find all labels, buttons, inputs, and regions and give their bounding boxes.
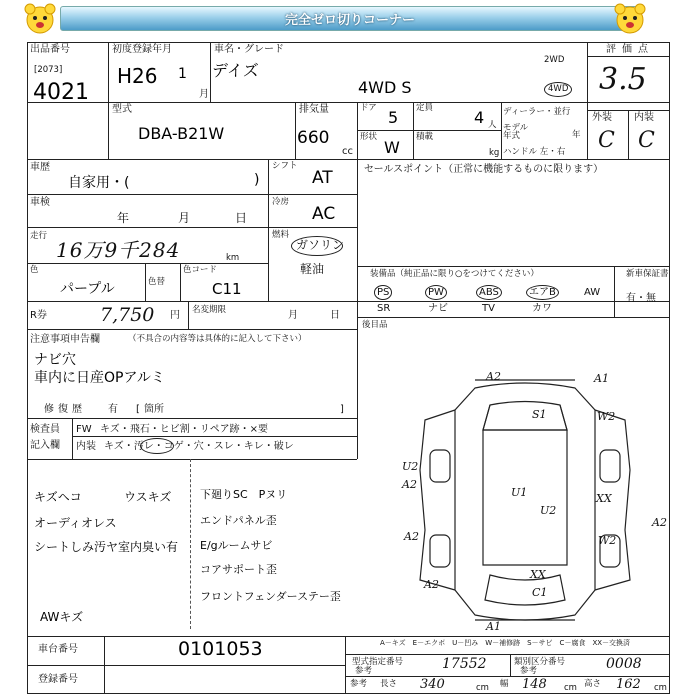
mark-a2-bottom: A2 [424, 578, 439, 591]
dealer-label: ディーラー・並行 [503, 107, 571, 117]
category-label: 類別区分番号 [514, 657, 566, 667]
doors-value: 5 [388, 108, 399, 127]
banner-title: 完全ゼロ切りコーナー [284, 13, 415, 28]
color-code-label: 色コード [183, 265, 218, 275]
length-unit: cm [476, 683, 489, 693]
repair-label: 修復歴 [44, 404, 86, 415]
mark-u1: U1 [511, 486, 528, 499]
chassis-label: 車台番号 [38, 644, 78, 655]
lot-label: 出品番号 [30, 44, 70, 55]
color-label: 色 [30, 265, 39, 275]
shape-value: W [384, 138, 400, 157]
color-value: パープル [60, 281, 115, 297]
equip-navi: ナビ [428, 303, 448, 314]
equip-pw: PW [425, 285, 447, 300]
damage-legend: A－キズ E－エクボ U－凹み W－補修跡 S－サビ C－腐食 XX－交換済 [380, 639, 631, 647]
equip-ps: PS [374, 285, 392, 300]
note-right-5: フロントフェンダーステー歪 [200, 590, 341, 603]
shift-label: シフト [272, 161, 298, 171]
mark-a2-top: A2 [486, 370, 501, 383]
deadline-month: 月 [288, 310, 298, 321]
stain-circle [140, 438, 174, 454]
reg-month-unit: 月 [199, 89, 209, 100]
height-label: 高さ [584, 679, 602, 689]
color-swatch-label: 色替 [148, 277, 166, 287]
mileage-label: 走行 [30, 231, 48, 241]
fuel-diesel: 軽油 [300, 262, 325, 276]
fw-label: FW [76, 424, 92, 435]
mark-xx-right: XX [596, 492, 612, 505]
grade: 4WD S [358, 78, 412, 97]
inspection-day: 日 [235, 211, 248, 225]
deadline-day: 日 [330, 310, 340, 321]
mark-a2-right: A2 [652, 516, 667, 529]
kg-unit: kg [489, 148, 500, 158]
designation-ref: 参考 [355, 666, 373, 676]
person-unit: 人 [488, 120, 497, 130]
height-unit: cm [654, 683, 667, 693]
category-value: 0008 [606, 656, 642, 672]
equip-sr: SR [377, 303, 391, 314]
usage-close: ) [254, 172, 260, 188]
declaration-label: 注意事項申告欄 [30, 334, 100, 345]
interior-grade: C [638, 128, 655, 153]
equip-abs: ABS [476, 285, 502, 300]
car-name: デイズ [212, 61, 259, 80]
note-right-3: E/gルームサビ [200, 539, 273, 552]
name-label: 車名・グレード [214, 44, 284, 55]
equip-airbag: エアB [526, 285, 559, 300]
length-value: 340 [420, 677, 445, 692]
mark-a2-left: A2 [402, 478, 417, 491]
note-mid-2: 室内臭い有 [118, 540, 179, 554]
int-label: 内装 [76, 441, 96, 452]
equip-tv: TV [482, 303, 495, 314]
banner [60, 6, 640, 31]
inspection-year: 年 [117, 211, 130, 225]
exterior-label: 外装 [592, 112, 612, 123]
declaration-line-1: ナビ穴 [34, 352, 76, 368]
note-mid-1: ウスキズ [124, 490, 172, 504]
designation-label: 型式指定番号 [352, 657, 404, 667]
score-label: 評価点 [606, 44, 654, 55]
fuel-gas: ガソリン [296, 238, 345, 252]
fw-items: キズ・飛石・ヒビ割・リペア跡・×要 [100, 424, 268, 435]
repair-bracket-open: [ [136, 404, 140, 415]
load-label: 積載 [416, 132, 434, 142]
mark-a2-lower-left: A2 [404, 530, 419, 543]
inspector-label-2: 記入欄 [30, 440, 60, 451]
shift-value: AT [312, 168, 333, 188]
inspector-label-1: 検査員 [30, 424, 60, 435]
yen-unit: 円 [170, 310, 180, 321]
note-left-1: キズヘコ [34, 490, 82, 504]
rear-equip-label: 後目品 [362, 320, 388, 330]
inspection-month: 月 [178, 211, 191, 225]
drive-4wd: 4WD [544, 82, 572, 97]
equip-aw: AW [584, 287, 601, 298]
note-right-2: エンドパネル歪 [200, 514, 277, 527]
mark-u2: U2 [540, 504, 557, 517]
dimensions-ref: 参考 [350, 679, 368, 689]
drive-2wd: 2WD [544, 55, 565, 65]
reg-label: 初度登録年月 [112, 44, 172, 55]
note-right-1: 下廻りSC Pヌリ [200, 488, 288, 501]
repair-place-label: 箇所 [144, 404, 164, 415]
mark-c1: C1 [532, 586, 548, 599]
recycle-label: R券 [30, 310, 47, 321]
capacity-value: 4 [474, 108, 485, 127]
note-left-4: AWキズ [40, 610, 84, 624]
warranty-value: 有・無 [626, 293, 656, 304]
interior-label: 内装 [634, 112, 654, 123]
warranty-label: 新車保証書 [626, 269, 669, 279]
width-value: 148 [522, 677, 547, 692]
length-label: 長さ [380, 679, 398, 689]
model-year-unit: 年 [572, 130, 581, 140]
name-change-label: 名変期限 [192, 305, 227, 315]
usage-label: 車歴 [30, 162, 50, 173]
mileage-value: 16万9千284 [56, 238, 181, 262]
mark-a1-top: A1 [594, 372, 609, 385]
color-code: C11 [212, 280, 242, 298]
inspection-label: 車検 [30, 197, 50, 208]
equipment-label: 装備品（純正品に限り○をつけてください） [370, 269, 539, 279]
ac-value: AC [312, 204, 336, 224]
note-right-4: コアサポート歪 [200, 563, 277, 576]
exterior-grade: C [598, 128, 615, 153]
declaration-note: （不具合の内容等は具体的に記入して下さい） [128, 334, 307, 344]
usage-value: 自家用・( [68, 175, 130, 191]
mark-w2-right: W2 [597, 410, 616, 423]
ac-label: 冷房 [272, 197, 290, 207]
note-left-2: オーディオレス [34, 516, 117, 530]
shape-label: 形状 [360, 132, 378, 142]
width-unit: cm [564, 683, 577, 693]
model-year-label: モデル年式 [503, 123, 529, 141]
plate-label: 登録番号 [38, 674, 78, 685]
declaration-line-2: 車内に日産OPアルミ [34, 370, 165, 386]
model-value: DBA-B21W [138, 124, 225, 143]
capacity-label: 定員 [416, 103, 434, 113]
lot-sub: [2073] [34, 65, 63, 75]
displacement-value: 660 [297, 128, 330, 148]
category-ref: 参考 [520, 666, 538, 676]
km-unit: km [226, 253, 240, 263]
sales-point-label: セールスポイント（正常に機能するものに限ります） [364, 164, 604, 175]
fuel-label: 燃料 [272, 230, 290, 240]
repair-has: 有 [108, 404, 118, 415]
width-label: 幅 [500, 679, 509, 689]
mascot-right-icon [612, 2, 648, 38]
cc-unit: cc [342, 146, 353, 157]
doors-label: ドア [360, 103, 377, 113]
recycle-value: 7,750 [100, 304, 155, 326]
mascot-left-icon [22, 2, 58, 38]
equip-leather: カワ [532, 303, 552, 314]
height-value: 162 [616, 677, 641, 692]
mark-xx-rear: XX [530, 568, 546, 581]
note-left-3: シートしみ汚ヤ [34, 540, 119, 554]
handle-label: ハンドル 左・右 [503, 147, 566, 157]
int-items: キズ・汚レ・コゲ・穴・スレ・キレ・破レ [104, 441, 294, 452]
score-value: 3.5 [599, 62, 647, 97]
mark-u2-left: U2 [402, 460, 419, 473]
lot-number: 4021 [33, 80, 89, 105]
model-label: 型式 [112, 104, 132, 115]
reg-month: 1 [178, 66, 187, 82]
mark-w2-lower: W2 [598, 534, 617, 547]
mark-s1: S1 [532, 408, 547, 421]
displacement-label: 排気量 [299, 104, 329, 115]
chassis-number: 0101053 [178, 638, 263, 660]
designation-value: 17552 [442, 656, 487, 672]
reg-year: H26 [117, 64, 158, 88]
fuel-circle [291, 236, 343, 256]
mark-a1-bottom: A1 [486, 620, 501, 633]
repair-bracket-close: ] [340, 404, 344, 415]
